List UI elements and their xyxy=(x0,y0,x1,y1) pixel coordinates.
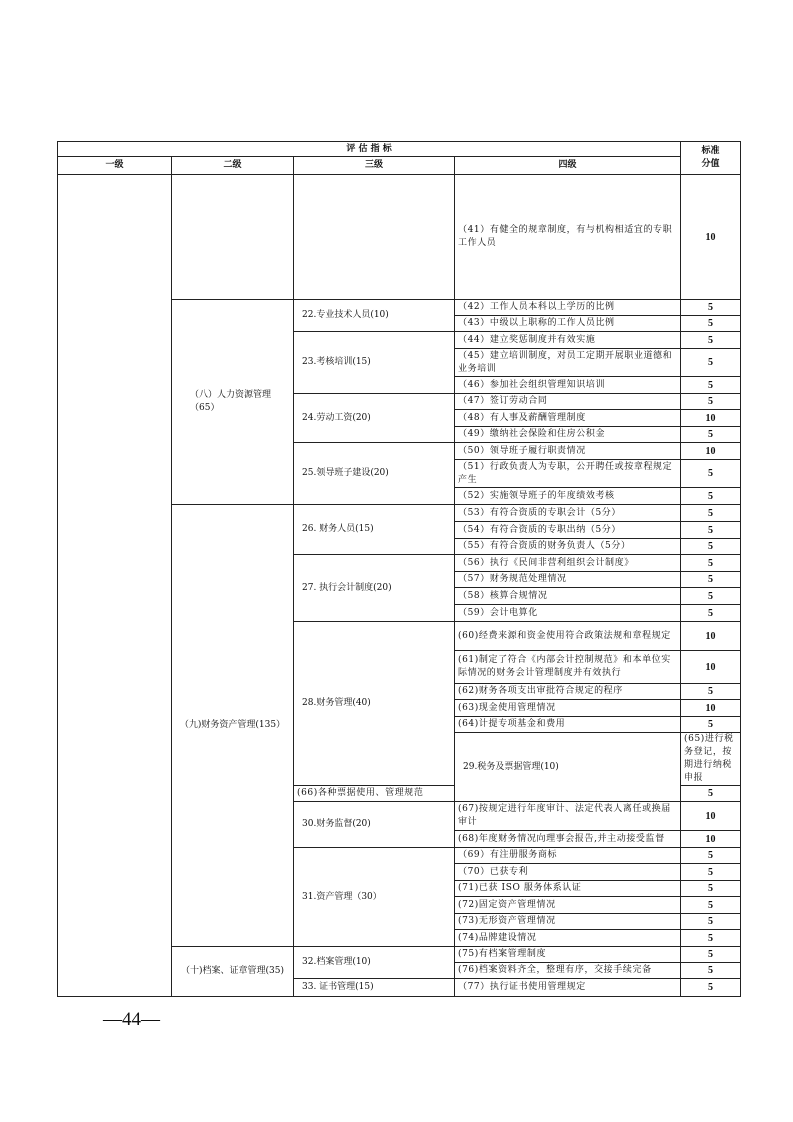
table-row xyxy=(58,175,741,300)
level4-item: （44）建立奖惩制度并有效实施 xyxy=(455,332,681,349)
level4-item: (62)财务各项支出审批符合规定的程序 xyxy=(455,684,681,700)
score-cell: 5 xyxy=(681,914,741,930)
page-number: —44— xyxy=(103,1009,160,1030)
score-cell: 5 xyxy=(681,684,741,700)
level4-item: (73)无形资产管理情况 xyxy=(455,914,681,930)
score-cell: 10 xyxy=(681,651,741,684)
score-cell: 5 xyxy=(681,555,741,572)
level4-item: (76)档案资料齐全，整理有序，交接手续完备 xyxy=(455,963,681,979)
score-cell: 10 xyxy=(681,175,741,300)
score-cell: 10 xyxy=(681,622,741,651)
level4-item: （49）缴纳社会保险和住房公积金 xyxy=(455,427,681,443)
score-cell: 5 xyxy=(681,460,741,488)
level4-header: 四级 xyxy=(455,157,681,175)
level4-item: （69）有注册服务商标 xyxy=(455,848,681,864)
level4-item: （41）有健全的规章制度，有与机构相适宜的专职工作人员 xyxy=(455,175,681,300)
level2-cell: （十)档案、证章管理(35) xyxy=(172,947,294,997)
level3-cell: 30.财务监督(20) xyxy=(294,802,455,848)
level3-header: 三级 xyxy=(294,157,455,175)
level4-item: （70）已获专利 xyxy=(455,864,681,881)
level4-item: （58）核算合规情况 xyxy=(455,588,681,605)
level4-item: （53）有符合资质的专职会计（5分） xyxy=(455,505,681,522)
level4-item: （52）实施领导班子的年度绩效考核 xyxy=(455,488,681,505)
level4-item: (75)有档案管理制度 xyxy=(455,947,681,963)
level3-cell: 25.领导班子建设(20) xyxy=(294,443,455,505)
level4-item: （54）有符合资质的专职出纳（5分） xyxy=(455,522,681,539)
score-cell: 5 xyxy=(681,349,741,377)
score-cell: 5 xyxy=(681,300,741,316)
score-cell: 5 xyxy=(681,488,741,505)
level4-item: （56）执行《民间非营利组织会计制度》 xyxy=(455,555,681,572)
level4-item: （55）有符合资质的财务负责人（5分） xyxy=(455,539,681,555)
score-cell: 5 xyxy=(681,539,741,555)
score-cell: 5 xyxy=(681,947,741,963)
level4-item: （42）工作人员本科以上学历的比例 xyxy=(455,300,681,316)
score-cell: 5 xyxy=(681,427,741,443)
level3-cell: 29.税务及票据管理(10) xyxy=(455,733,681,802)
level4-item: (63)现金使用管理情况 xyxy=(455,700,681,717)
level4-item: （57）财务规范处理情况 xyxy=(455,572,681,588)
level4-item: （77）执行证书使用管理规定 xyxy=(455,979,681,997)
standard-score-header xyxy=(681,142,741,175)
level4-item: (72)固定资产管理情况 xyxy=(455,897,681,914)
level3-cell: 32.档案管理(10) xyxy=(294,947,455,979)
score-cell: 5 xyxy=(681,394,741,410)
score-cell: 5 xyxy=(681,786,741,802)
level4-item: (65)进行税务登记，按期进行纳税申报 xyxy=(681,733,741,786)
level2-cell xyxy=(172,175,294,300)
level3-cell: 24.劳动工资(20) xyxy=(294,394,455,443)
level1-header: 一级 xyxy=(58,157,172,175)
level3-cell xyxy=(294,175,455,300)
standard-header-line2: 分值 xyxy=(701,159,720,169)
level2-cell: （八）人力资源管理（65） xyxy=(172,300,294,505)
header-row-1 xyxy=(58,142,741,157)
score-cell: 5 xyxy=(681,522,741,539)
level4-item: （47）签订劳动合同 xyxy=(455,394,681,410)
level4-item: （46）参加社会组织管理知识培训 xyxy=(455,377,681,394)
header-row-2 xyxy=(58,157,741,175)
score-cell: 5 xyxy=(681,963,741,979)
level4-item: （43）中级以上职称的工作人员比例 xyxy=(455,316,681,332)
score-cell: 5 xyxy=(681,588,741,605)
score-cell: 5 xyxy=(681,930,741,947)
level4-item: (64)计提专项基金和费用 xyxy=(455,717,681,733)
level4-item: (66)各种票据使用、管理规范 xyxy=(294,786,455,802)
evaluation-table xyxy=(57,141,741,997)
level4-item: (60)经费来源和资金使用符合政策法规和章程规定 xyxy=(455,622,681,651)
standard-header-line1: 标准 xyxy=(701,146,720,156)
score-cell: 5 xyxy=(681,377,741,394)
level1-cell xyxy=(58,175,172,997)
level3-cell: 28.财务管理(40) xyxy=(294,622,455,786)
level2-cell: （九)财务资产管理(135） xyxy=(172,505,294,947)
score-cell: 5 xyxy=(681,332,741,349)
score-cell: 5 xyxy=(681,864,741,881)
level4-item: (61)制定了符合《内部会计控制规范》和本单位实际情况的财务会计管理制度并有效执行 xyxy=(455,651,681,684)
score-cell: 10 xyxy=(681,831,741,848)
score-cell: 10 xyxy=(681,802,741,831)
level4-item: (68)年度财务情况向理事会报告,并主动接受监督 xyxy=(455,831,681,848)
score-cell: 5 xyxy=(681,717,741,733)
level3-cell: 23.考核培训(15) xyxy=(294,332,455,394)
score-cell: 10 xyxy=(681,443,741,460)
score-cell: 5 xyxy=(681,881,741,897)
score-cell: 5 xyxy=(681,979,741,997)
score-cell: 5 xyxy=(681,605,741,622)
level3-cell: 22.专业技术人员(10) xyxy=(294,300,455,332)
level4-item: (74)品牌建设情况 xyxy=(455,930,681,947)
eval-indicator-header: 评 估 指 标 xyxy=(58,142,681,157)
level3-cell: 27. 执行会计制度(20) xyxy=(294,555,455,622)
level4-item: （45）建立培训制度，对员工定期开展职业道德和业务培训 xyxy=(455,349,681,377)
score-cell: 10 xyxy=(681,700,741,717)
score-cell: 10 xyxy=(681,410,741,427)
score-cell: 5 xyxy=(681,505,741,522)
level3-cell: 33. 证书管理(15) xyxy=(294,979,455,997)
score-cell: 5 xyxy=(681,897,741,914)
level4-item: (71)已获 ISO 服务体系认证 xyxy=(455,881,681,897)
level4-item: （50）领导班子履行职责情况 xyxy=(455,443,681,460)
level4-item: (67)按规定进行年度审计、法定代表人离任或换届审计 xyxy=(455,802,681,831)
level4-item: （59）会计电算化 xyxy=(455,605,681,622)
level3-cell: 26. 财务人员(15) xyxy=(294,505,455,555)
score-cell: 5 xyxy=(681,572,741,588)
level4-item: （48）有人事及薪酬管理制度 xyxy=(455,410,681,427)
level2-header: 二级 xyxy=(172,157,294,175)
level4-item: （51）行政负责人为专职，公开聘任或按章程规定产生 xyxy=(455,460,681,488)
score-cell: 5 xyxy=(681,316,741,332)
level3-cell: 31.资产管理（30） xyxy=(294,848,455,947)
score-cell: 5 xyxy=(681,848,741,864)
